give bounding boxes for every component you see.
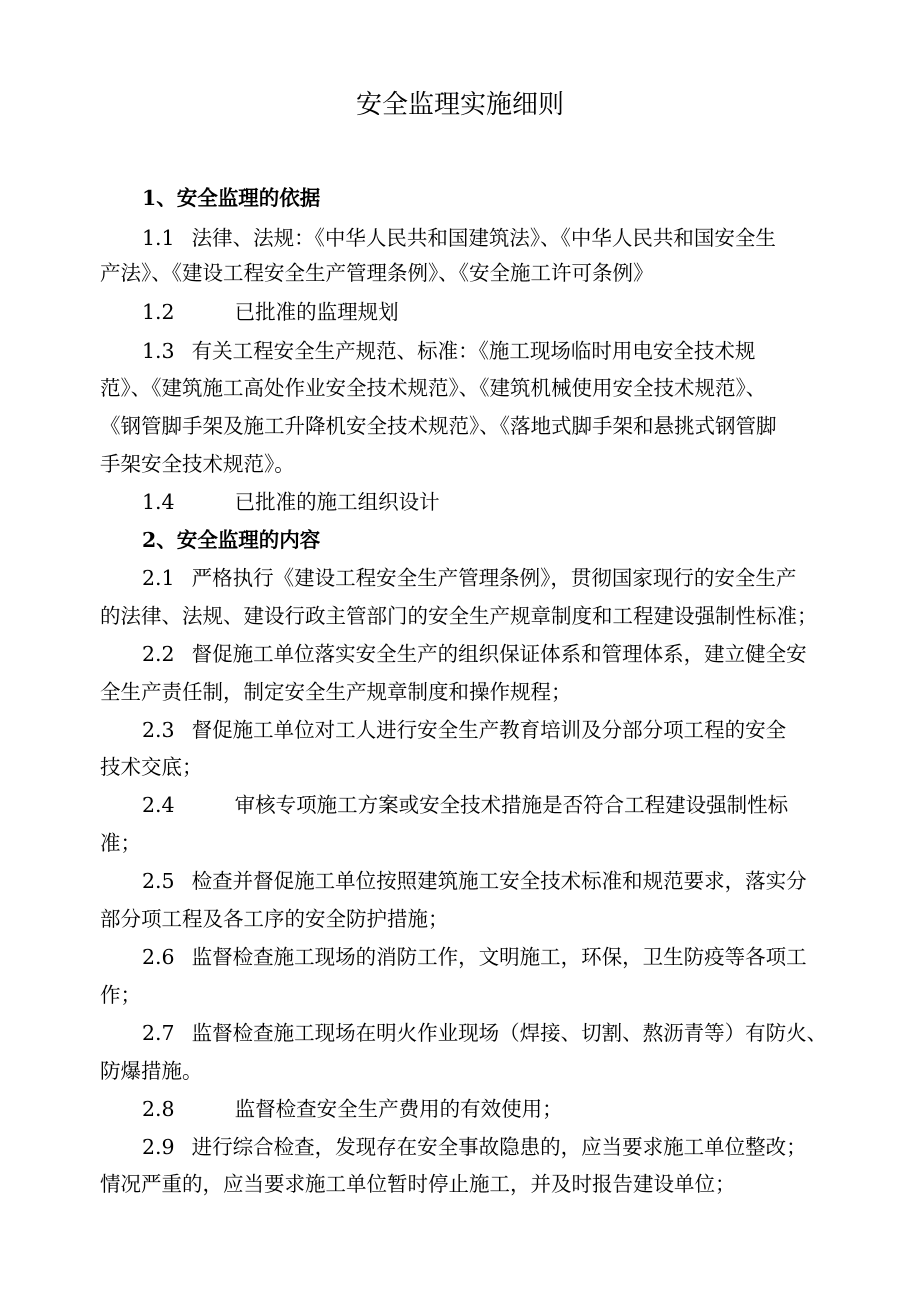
clause-number: 2.9	[142, 1135, 175, 1159]
clause-1-3-continuation	[100, 374, 766, 402]
line-text: 监督检查施工现场的消防工作，文明施工，环保，卫生防疫等各项工	[191, 945, 807, 969]
clause-2-2	[142, 640, 807, 668]
clause-number: 1.1	[142, 226, 175, 250]
line-text: 已批准的施工组织设计	[234, 490, 440, 514]
line-text: 技术交底；	[100, 755, 203, 779]
clause-1-1-continuation	[100, 259, 654, 287]
clause-2-6	[142, 943, 807, 971]
line-text: 督促施工单位落实安全生产的组织保证体系和管理体系，建立健全安	[191, 642, 807, 666]
line-text: 审核专项施工方案或安全技术措施是否符合工程建设强制性标	[234, 793, 789, 817]
document-title: 安全监理实施细则	[355, 90, 564, 120]
clause-2-4-continuation	[100, 829, 141, 857]
line-text: 《钢管脚手架及施工升降机安全技术规范》、《落地式脚手架和悬挑式钢管脚	[100, 414, 777, 438]
line-text: 全生产责任制，制定安全生产规章制度和操作规程；	[100, 680, 572, 704]
clause-2-3-continuation	[100, 753, 203, 781]
clause-1-1	[142, 224, 776, 252]
line-text: 监督检查施工现场在明火作业现场（焊接、切割、熬沥青等）有防火、	[191, 1021, 828, 1045]
clause-2-8	[142, 1095, 563, 1123]
clause-2-1	[142, 564, 796, 592]
line-text: 产法》、《建设工程安全生产管理条例》、《安全施工许可条例》	[100, 261, 654, 285]
clause-number: 2.4	[142, 793, 175, 817]
line-text: 监督检查安全生产费用的有效使用；	[234, 1097, 563, 1121]
line-text: 情况严重的，应当要求施工单位暂时停止施工，并及时报告建设单位；	[100, 1172, 736, 1196]
line-text: 进行综合检查，发现存在安全事故隐患的，应当要求施工单位整改；	[191, 1135, 807, 1159]
line-text: 检查并督促施工单位按照建筑施工安全技术标准和规范要求，落实分	[191, 869, 807, 893]
clause-1-3	[142, 337, 755, 365]
clause-number: 1.4	[142, 490, 175, 514]
clause-2-7	[142, 1019, 827, 1047]
line-text: 防爆措施。	[100, 1059, 203, 1083]
clause-2-3	[142, 716, 786, 744]
section-heading-1	[142, 184, 320, 212]
clause-1-3-continuation	[100, 450, 295, 478]
clause-2-1-continuation	[100, 602, 818, 630]
section-heading-2	[142, 526, 320, 554]
clause-2-7-continuation	[100, 1057, 203, 1085]
clause-2-9-continuation	[100, 1170, 736, 1198]
line-text: 范》、《建筑施工高处作业安全技术规范》、《建筑机械使用安全技术规范》、	[100, 376, 767, 400]
clause-2-5	[142, 867, 807, 895]
clause-2-6-continuation	[100, 981, 141, 1009]
clause-2-5-continuation	[100, 905, 449, 933]
line-text: 有关工程安全生产规范、标准：《施工现场临时用电安全技术规	[191, 339, 756, 363]
clause-2-4	[142, 791, 788, 819]
clause-number: 2.2	[142, 642, 175, 666]
line-text: 部分项工程及各工序的安全防护措施；	[100, 907, 449, 931]
line-text: 已批准的监理规划	[234, 300, 399, 324]
clause-1-3-continuation	[100, 412, 777, 440]
clause-number: 2.7	[142, 1021, 175, 1045]
clause-number: 1.2	[142, 300, 175, 324]
clause-number: 2.8	[142, 1097, 175, 1121]
clause-number: 1.3	[142, 339, 175, 363]
clause-1-4	[142, 488, 440, 516]
line-text: 1、安全监理的依据	[142, 186, 321, 210]
clause-2-9	[142, 1133, 807, 1161]
line-text: 的法律、法规、建设行政主管部门的安全生产规章制度和工程建设强制性标准；	[100, 604, 818, 628]
line-text: 准；	[100, 831, 141, 855]
clause-2-2-continuation	[100, 678, 572, 706]
line-text: 作；	[100, 983, 141, 1007]
clause-number: 2.6	[142, 945, 175, 969]
line-text: 督促施工单位对工人进行安全生产教育培训及分部分项工程的安全	[191, 718, 787, 742]
clause-number: 2.1	[142, 566, 175, 590]
clause-number: 2.3	[142, 718, 175, 742]
clause-number: 2.5	[142, 869, 175, 893]
line-text: 严格执行《建设工程安全生产管理条例》，贯彻国家现行的安全生产	[191, 566, 797, 590]
line-text: 2、安全监理的内容	[142, 528, 321, 552]
line-text: 手架安全技术规范》。	[100, 452, 295, 476]
clause-1-2	[142, 298, 399, 326]
line-text: 法律、法规：《中华人民共和国建筑法》、《中华人民共和国安全生	[191, 226, 776, 250]
